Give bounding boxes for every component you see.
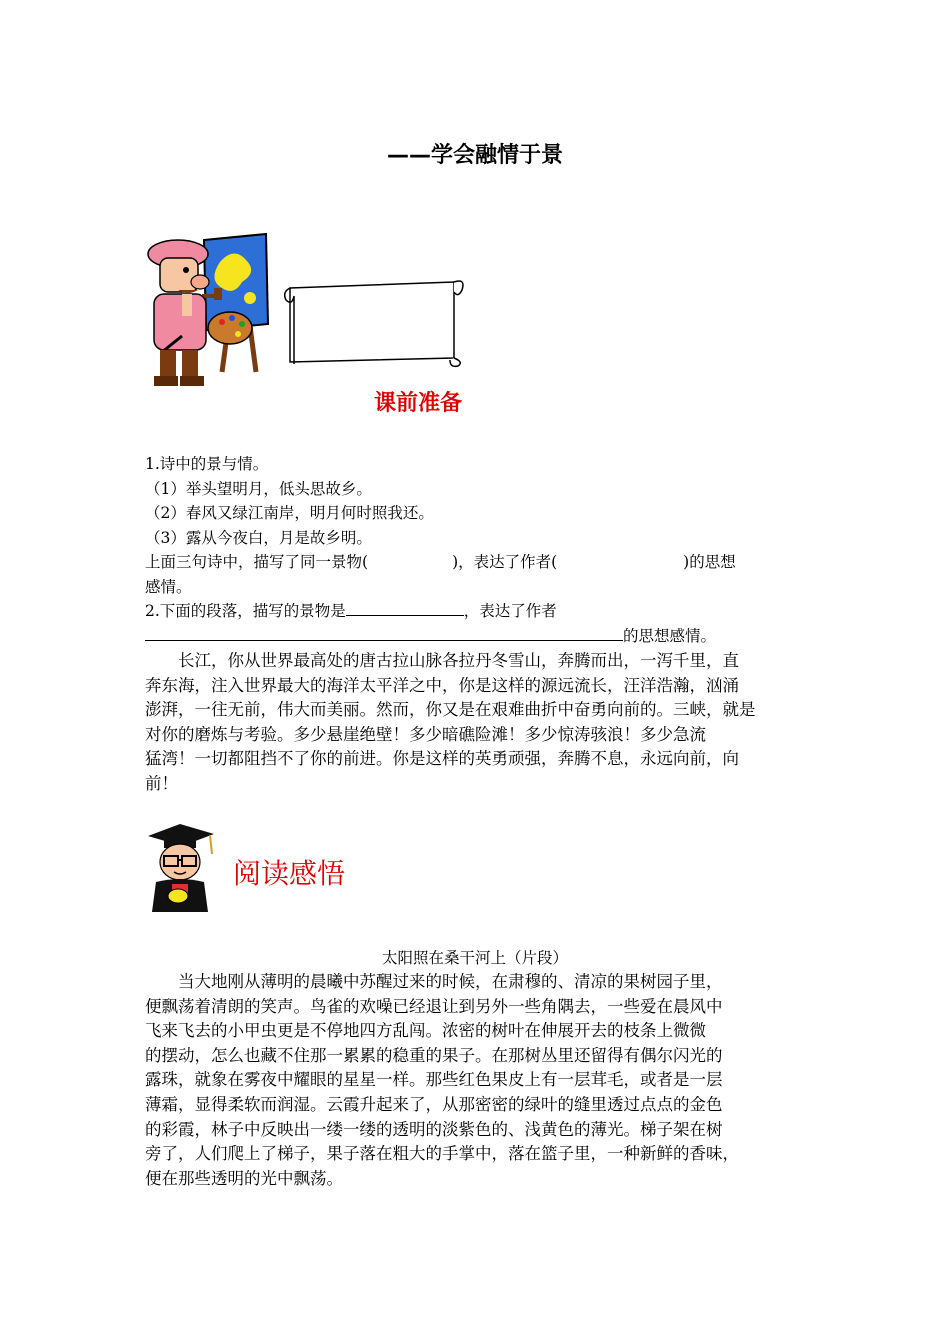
poem-line-1: （1）举头望明月，低头思故乡。 [145,479,372,498]
section-heading-preparation: 课前准备 [374,391,463,416]
answer-blank-q2-scenery[interactable] [346,599,464,616]
passage-line: 飞来飞去的小甲虫更是不停地四方乱闯。浓密的树叶在伸展开去的枝条上微微 [145,1021,706,1041]
scholar-illustration [142,820,218,912]
passage-line: 澎湃，一往无前，伟大而美丽。然而，你又是在艰难曲折中奋勇向前的。三峡，就是 [145,700,756,720]
answer-blank-q2-feeling[interactable] [145,624,623,641]
passage-line: 奔东海，注入世界最大的海洋太平洋之中，你是这样的源远流长，汪洋浩瀚，汹涌 [145,675,739,695]
painter-illustration [142,232,272,392]
poem-line-3: （3）露从今夜白，月是故乡明。 [145,528,372,547]
passage-line: 便飘荡着清朗的笑声。鸟雀的欢噪已经退让到另外一些角隅去，一些爱在晨风中 [145,996,723,1016]
scroll-banner [282,272,470,368]
passage-line: 对你的磨炼与考验。多少悬崖绝壁！多少暗礁险滩！多少惊涛骇浪！多少急流 [145,724,706,744]
passage-line: 前！ [145,773,178,793]
question-1-intro: 1.诗中的景与情。 [145,455,269,473]
page-title: ——学会融情于景 [386,143,563,168]
question-1 [145,452,805,599]
passage-line: 当大地刚从薄明的晨曦中苏醒过来的时候，在肃穆的、清凉的果树园子里， [178,972,723,991]
passage-line: 旁了，人们爬上了梯子，果子落在粗大的手掌中，落在篮子里，一种新鲜的香味， [145,1144,739,1164]
passage-line: 的彩霞，林子中反映出一缕一缕的透明的淡紫色的、浅黄色的薄光。梯子架在树 [145,1119,723,1139]
passage-line: 便在那些透明的光中飘荡。 [145,1168,343,1188]
question-1-prompt: 上面三句诗中，描写了同一景物( )，表达了作者( )的思想 [145,553,736,571]
passage-line: 露珠，就象在雾夜中耀眼的星星一样。那些红色果皮上有一层茸毛，或者是一层 [145,1070,723,1090]
question-2: 2.下面的段落，描写的景物是 ，表达了作者 的思想感情。 [145,599,805,648]
section-heading-reading: 阅读感悟 [233,857,346,890]
passage-line: 猛湾！一切都阻挡不了你的前进。你是这样的英勇顽强，奔腾不息，永远向前，向 [145,749,739,769]
reading-title: 太阳照在桑干河上（片段） [381,949,568,967]
question-1-prompt-end: 感情。 [145,577,192,596]
passage-yangtze [145,649,805,797]
poem-line-2: （2）春风又绿江南岸，明月何时照我还。 [145,504,434,522]
passage-line: 的摆动，怎么也藏不住那一累累的稳重的果子。在那树丛里还留得有偶尔闪光的 [145,1045,723,1065]
passage-line: 薄霜，显得柔软而润湿。云霞升起来了，从那密密的绿叶的缝里透过点点的金色 [145,1094,723,1114]
passage-line: 长江，你从世界最高处的唐古拉山脉各拉丹冬雪山，奔腾而出，一泻千里，直 [178,651,739,670]
passage-reading [145,970,805,1191]
